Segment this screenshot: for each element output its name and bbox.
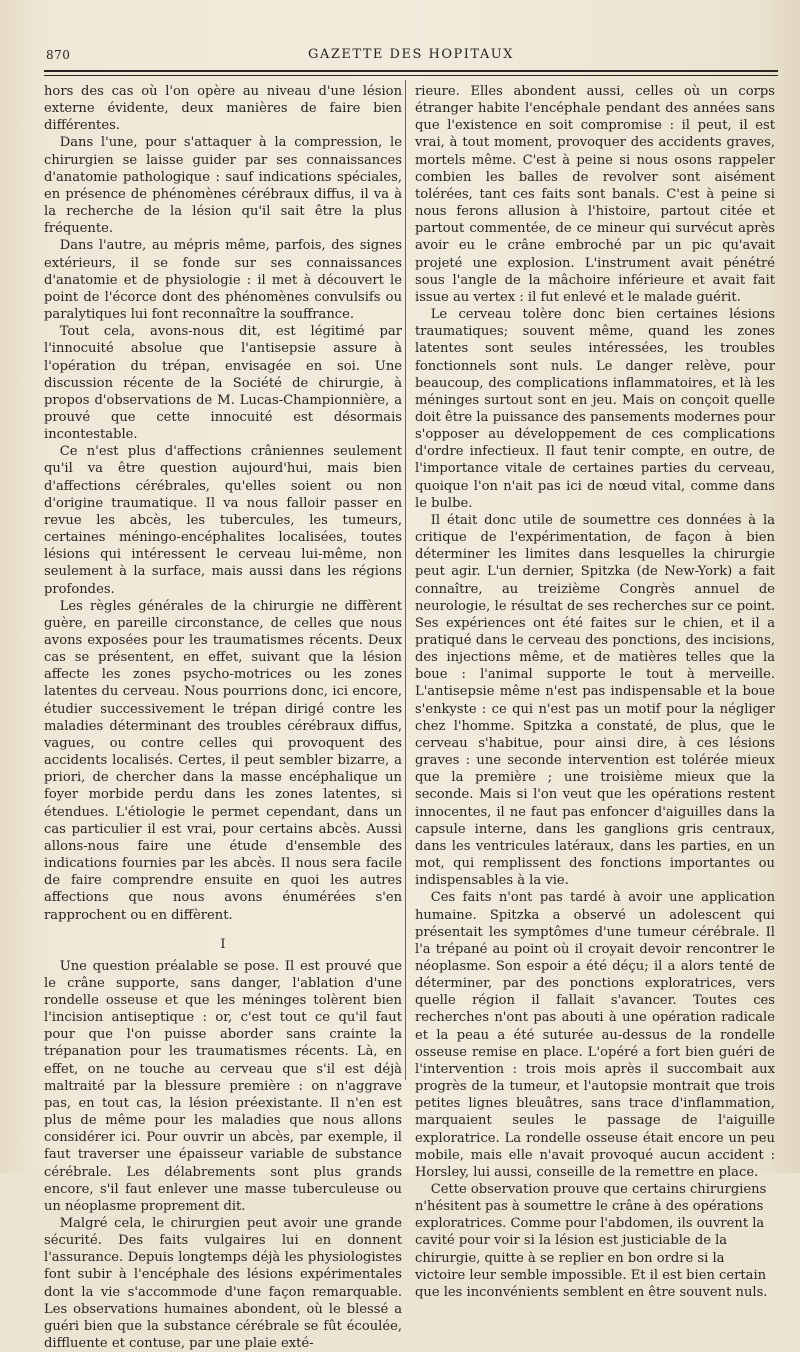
page-header [44,40,778,70]
page-number: 870 [46,48,71,62]
left-paragraph-3: Dans l'autre, au mépris même, parfois, des signes extérieurs, il se fonde sur ses connaissances d'anatomie et de physiologie : il met à découvert le point de l'écorce dont des phénomènes convulsifs ou paralytiques lui font reconnaître la souffrance. [44,238,402,323]
running-title: GAZETTE DES HOPITAUX [308,47,514,62]
right-paragraph-2: Le cerveau tolère donc bien certaines lésions traumatiques; souvent même, quand les zones latentes sont seules intéressées, les troubles fonctionnels sont nuls. Le danger relève, pour beaucoup, des complications inflammatoires, et là les méninges surtout sont en jeu. Mais on conçoit quelle doit être la puissance des pansements modernes pour s'opposer au développement de ces complications d'ordre infectieux. Il faut tenir compte, en outre, de l'importance vitale de certaines parties du cerveau, quoique l'on n'ait pas ici de nœud vital, comme dans le bulbe. [415,307,775,511]
right-paragraph-5: Cette observation prouve que certains chirurgiens n'hésitent pas à soumettre le crâne à des opérations exploratrices. Comme pour l'abdomen, ils ouvrent la cavité pour voir si la lésion est justiciable de la chirurgie, quitte à se replier en bon ordre si la victoire leur semble impossible. Et il est bien certain que les inconvénients semblent en être souvent nuls. [415,1182,768,1300]
right-paragraph-4: Ces faits n'ont pas tardé à avoir une application humaine. Spitzka a observé un adolescent qui présentait les symptômes d'une tumeur cérébrale. Il l'a trépané au point où il croyait devoir rencontrer le néoplasme. Son espoir a été déçu; il a alors tenté de déterminer, par des ponctions exploratrices, vers quelle région il fallait s'avancer. Toutes ces recherches n'ont pas abouti à une opération radicale et la peau a été suturée au-dessus de la rondelle osseuse remise en place. L'opéré a fort bien guéri de l'intervention : trois mois après il succombait aux progrès de la tumeur, et l'autopsie montrait que trois petites lignes bleuâtres, sans trace d'inflammation, marquaient seules le passage de l'aiguille exploratrice. La rondelle osseuse était encore un peu mobile, mais elle n'avait provoqué aucun accident : Horsley, lui aussi, conseille de la remettre en place. [415,890,775,1180]
left-paragraph-5: Ce n'est plus d'affections crâniennes seulement qu'il va être question aujourd'hui, mais bien d'affections cérébrales, qu'elles soient ou non d'origine traumatique. Il va nous falloir passer en revue les abcès, les tubercules, les tumeurs, certaines méningo-encéphalites localisées, toutes lésions qui intéressent le cerveau lui-même, non seulement à la surface, mais aussi dans les régions profondes. [44,444,402,597]
header-rule-thick [44,70,778,72]
right-paragraph-1: rieure. Elles abondent aussi, celles où un corps étranger habite l'encéphale pendant des années sans que l'existence en soit compromise : il peut, il est vrai, à tout moment, provoquer des accidents graves, mortels même. C'est à peine si nous osons rappeler combien les balles de revolver sont aisément tolérées, tant ces faits sont banals. C'est à peine si nous ferons allusion à l'histoire, partout citée et partout commentée, de ce mineur qui survécut après avoir eu le crâne embroché par un pic qu'avait projeté une explosion. L'instrument avait pénétré sous l'angle de la mâchoire inférieure et avait fait issue au vertex : il fut enlevé et le malade guérit. [415,84,775,305]
right-column [415,83,775,1301]
right-paragraph-3: Il était donc utile de soumettre ces données à la critique de l'expérimentation, de façon à bien déterminer les limites dans lesquelles la chirurgie peut agir. L'un dernier, Spitzka (de New-York) a fait connaître, au treizième Congrès annuel de neurologie, le résultat de ses recherches sur ce point. Ses expériences ont été faites sur le chien, et il a pratiqué dans le cerveau des ponctions, des incisions, des injections même, et de matières telles que la boue : l'animal supporte le tout à merveille. L'antisepsie même n'est pas indispensable et la boue s'enkyste : ce qui n'est pas un motif pour la négliger chez l'homme. Spitzka a constaté, de plus, que le cerveau s'habitue, pour ainsi dire, à ces lésions graves : une seconde intervention est tolérée mieux que la première ; une troisième mieux que la seconde. Mais si l'on veut que les opérations restent innocentes, il ne faut pas enfoncer d'aiguilles dans la capsule interne, dans les ganglions gris centraux, dans les ventricules latéraux, dans les parties, en un mot, qui remplissent des fonctions importantes ou indispensables à la vie. [415,512,775,889]
left-column [44,83,402,1352]
left-paragraph-4: Tout cela, avons-nous dit, est légitimé par l'innocuité absolue que l'antisepsie assure à l'opération du trépan, envisagée en soi. Une discussion récente de la Société de chirurgie, à propos d'observations de M. Lucas-Championnière, a prouvé que cette innocuité est désormais incontestable. [44,324,402,443]
left-paragraph-1: hors des cas où l'on opère au niveau d'une lésion externe évidente, deux manières de faire bien différentes. [44,84,402,134]
section-spacer [44,924,402,934]
left-paragraph-2: Dans l'une, pour s'attaquer à la compression, le chirurgien se laisse guider par ses connaissances d'anatomie pathologique : sauf indications spéciales, en présence de phénomènes cérébraux diffus, il va à la recherche de la lésion qu'il sait être la plus fréquente. [44,135,402,237]
left-paragraph-7: Une question préalable se pose. Il est prouvé que le crâne supporte, sans danger, l'ablation d'une rondelle osseuse et que les méninges tolèrent bien l'incision antiseptique : or, c'est tout ce qu'il faut pour que l'on puisse aborder sans crainte la trépanation pour les traumatismes récents. Là, en effet, on ne touche au cerveau que s'il est déjà maltraité par la blessure première : on n'aggrave pas, en tout cas, la lésion préexistante. Il n'en est plus de même pour les maladies que nous allons considérer ici. Pour ouvrir un abcès, par exemple, il faut traverser une épaisseur variable de substance cérébrale. Les délabrements sont plus grands encore, s'il faut enlever une masse tuberculeuse ou un néoplasme proprement dit. [44,958,402,1214]
column-divider [405,80,406,1080]
left-paragraph-6: Les règles générales de la chirurgie ne diffèrent guère, en pareille circonstance, de celles que nous avons exposées pour les traumatismes récents. Deux cas se présentent, en effet, suivant que la lésion affecte les zones psycho-motrices ou les zones latentes du cerveau. Nous pourrions donc, ici encore, étudier successivement le trépan dirigé contre les maladies déterminant des troubles cérébraux diffus, vagues, ou contre celles qui provoquent des accidents localisés. Certes, il peut sembler bizarre, a priori, de chercher dans la masse encéphalique un foyer morbide perdu dans les zones latentes, si étendues. L'étiologie le permet cependant, dans un cas particulier il est vrai, pour certains abcès. Aussi allons-nous faire une étude d'ensemble des indications fournies par les abcès. Il nous sera facile de faire comprendre ensuite en quoi les autres affections que nous avons énumérées s'en rapprochent ou en diffèrent. [44,598,402,923]
section-heading: I [220,936,226,952]
header-rule-thin [44,75,778,76]
left-paragraph-8: Malgré cela, le chirurgien peut avoir une grande sécurité. Des faits vulgaires lui en donnent l'assurance. Depuis longtemps déjà les physiologistes font subir à l'encéphale des lésions expérimentales dont la vie s'accommode d'une façon remarquable. Les observations humaines abondent, où le blessé a guéri bien que la substance cérébrale se fût écoulée, diffluente et contuse, par une plaie exté- [44,1216,402,1352]
